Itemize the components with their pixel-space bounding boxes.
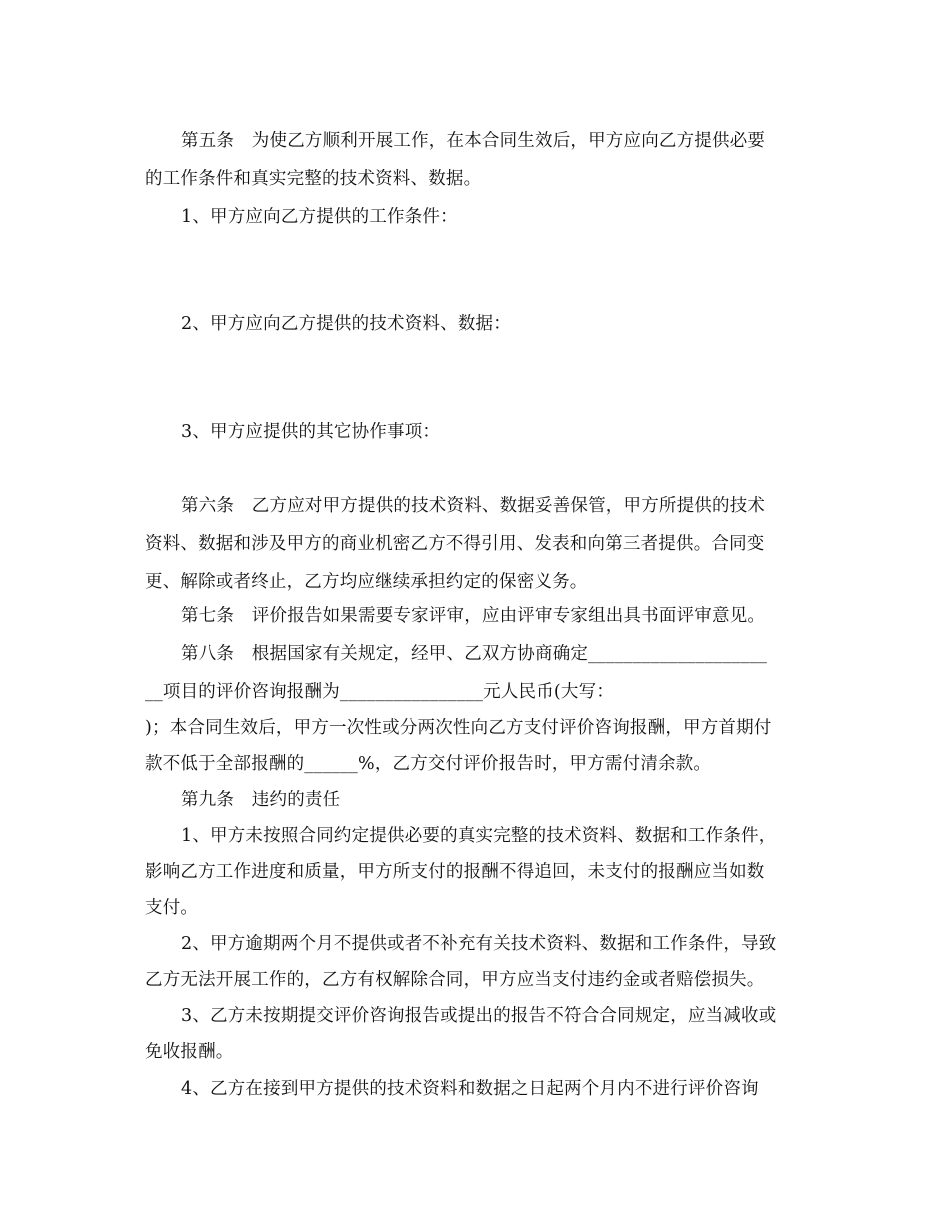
article-9-item-3-line-1: 3、乙方未按期提交评价咨询报告或提出的报告不符合合同规定，应当减收或: [181, 1006, 777, 1026]
article-9-item-4-line-1: 4、乙方在接到甲方提供的技术资料和数据之日起两个月内不进行评价咨询: [181, 1079, 759, 1099]
item-2-technical-data: 2、甲方应向乙方提供的技术资料、数据：: [181, 314, 511, 334]
article-5-line-1: 第五条 为使乙方顺利开展工作，在本合同生效后，甲方应向乙方提供必要: [181, 131, 766, 151]
article-5-line-2: 的工作条件和真实完整的技术资料、数据。: [145, 169, 482, 189]
article-6-line-2: 资料、数据和涉及甲方的商业机密乙方不得引用、发表和向第三者提供。合同变: [145, 534, 765, 554]
article-9-item-2-line-1: 2、甲方逾期两个月不提供或者不补充有关技术资料、数据和工作条件，导致: [181, 934, 777, 954]
article-9-item-1-line-1: 1、甲方未按照合同约定提供必要的真实完整的技术资料、数据和工作条件，: [181, 826, 777, 846]
item-1-work-conditions: 1、甲方应向乙方提供的工作条件：: [181, 207, 458, 227]
article-8-line-4: 款不低于全部报酬的______%，乙方交付评价报告时，甲方需付清余款。: [145, 754, 712, 774]
article-9-item-3-line-2: 免收报酬。: [145, 1042, 234, 1062]
article-9-item-1-line-2: 影响乙方工作进度和质量，甲方所支付的报酬不得追回，未支付的报酬应当如数: [145, 862, 765, 882]
article-9-item-1-line-3: 支付。: [145, 898, 199, 918]
article-6-line-1: 第六条 乙方应对甲方提供的技术资料、数据妥善保管，甲方所提供的技术: [181, 496, 766, 516]
article-6-line-3: 更、解除或者终止，乙方均应继续承担约定的保密义务。: [145, 572, 588, 592]
article-7: 第七条 评价报告如果需要专家评审，应由评审专家组出具书面评审意见。: [181, 606, 766, 626]
article-8-line-2: __项目的评价咨询报酬为________________元人民币(大写：: [145, 682, 615, 702]
article-9-heading: 第九条 违约的责任: [181, 790, 341, 810]
article-8-line-3: )；本合同生效后，甲方一次性或分两次性向乙方支付评价咨询报酬，甲方首期付: [145, 718, 772, 738]
article-9-item-2-line-2: 乙方无法开展工作的，乙方有权解除合同，甲方应当支付违约金或者赔偿损失。: [145, 970, 765, 990]
item-3-other-matters: 3、甲方应提供的其它协作事项：: [181, 422, 441, 442]
article-8-line-1: 第八条 根据国家有关规定，经甲、乙双方协商确定____________________: [181, 644, 768, 664]
